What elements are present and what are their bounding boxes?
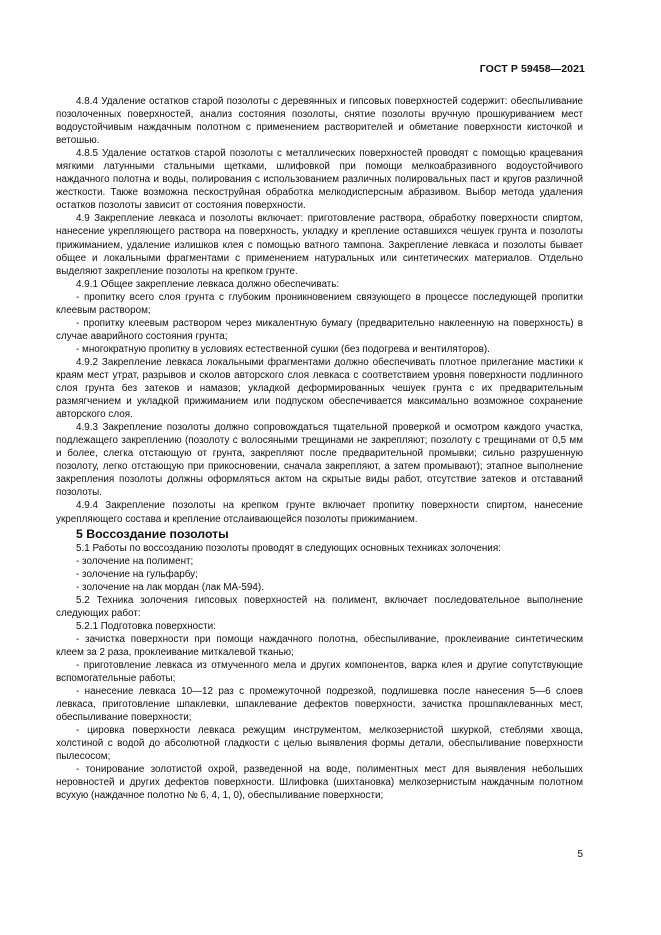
list-item: - золочение на гульфарбу;	[76, 568, 198, 580]
paragraph-4-9-4: 4.9.4 Закрепление позолоты на крепком грунте включает пропитку поверхности спиртом, нанесение укрепляющего состава и крепление отслаивающейся позолоты прижиманием.	[56, 500, 583, 525]
list-item: - пропитку клеевым раствором через микалентную бумагу (предварительно наклеенную на поверхность) в случае аварийного состояния грунта;	[56, 317, 583, 342]
paragraph-4-9-3: 4.9.3 Закрепление позолоты должно сопровождаться тщательной проверкой и осмотром каждого участка, подлежащего закреплению (позолоту с волосяными трещинами не закрепляют; позолоту с трещинами от 0,5 мм и более, слегка отстающую от грунта, закрепляют после предварительной промывки; сильно разрушенную позолоту, легко отстающую при прикосновении, сначала закрепляют, а затем промывают); этапное выполнение закрепления позолоты должны оформляться актом на скрытые виды работ, отсутствие затеков и отставаний позолоты.	[56, 422, 583, 499]
document-body	[56, 95, 583, 802]
paragraph-4-8-4: 4.8.4 Удаление остатков старой позолоты с деревянных и гипсовых поверхностей содержит: обеспыливание позолоченных поверхностей, анализ состояния позолоты, снятие позолоты вручную прошкуриванием мест водоустойчивым наждачным полотном с применением растворителей и обметание поверхности кисточкой и ветошью.	[56, 96, 583, 147]
list-item: - цировка поверхности левкаса режущим инструментом, мелкозернистой шкуркой, стеблями хвоща, холстиной с водой до абсолютной гладкости с целью выявления формы детали, обеспыливание поверхности пылесосом;	[56, 725, 583, 763]
list-item: - нанесение левкаса 10—12 раз с промежуточной подрезкой, подлишевка после нанесения 5—6 слоев левкаса, приготовление шпаклевки, шпаклевание дефектов поверхности, зачистка прошпаклеванных мест, обеспыливание поверхности;	[56, 686, 583, 724]
paragraph-4-9-2: 4.9.2 Закрепление левкаса локальными фрагментами должно обеспечивать плотное прилегание мастики к краям мест утрат, разрывов и сколов авторского слоя левкаса с соответствием уровня поверхности подлинного слоя грунта без затеков и намазов; укладкой деформированных чешуек грунта с их предварительным размягчением и укладкой прижиманием или подпуском обеспечивается максимально возможное сохранение авторского слоя.	[56, 356, 583, 421]
list-item: - пропитку всего слоя грунта с глубоким проникновением связующего в процессе последующей пропитки клеевым раствором;	[56, 291, 583, 316]
standard-code-header: ГОСТ Р 59458—2021	[479, 63, 585, 75]
list-item: - золочение на лак мордан (лак МА-594).	[76, 581, 264, 593]
paragraph-5-2-1: 5.2.1 Подготовка поверхности:	[76, 620, 216, 632]
paragraph-4-9-1: 4.9.1 Общее закрепление левкаса должно обеспечивать:	[76, 278, 340, 290]
section-heading: 5 Воссоздание позолоты	[76, 526, 229, 541]
paragraph-5-1: 5.1 Работы по воссозданию позолоты проводят в следующих основных техниках золочения:	[76, 542, 501, 554]
list-item: - золочение на полимент;	[76, 555, 194, 567]
list-item: - многократную пропитку в условиях естественной сушки (без подогрева и вентиляторов).	[76, 343, 490, 355]
list-item: - тонирование золотистой охрой, разведенной на воде, полиментных мест для выявления небольших неровностей и других дефектов поверхности. Шлифовка (шихтановка) мелкозернистым наждачным полотном всухую (наждачное полотно № 6, 4, 1, 0), обеспыливание поверхности;	[56, 764, 583, 802]
paragraph-4-8-5: 4.8.5 Удаление остатков старой позолоты с металлических поверхностей проводят с помощью крацевания мягкими латунными стальными щетками, шлифовкой при помощи мелкоабразивного водоустойчивого наждачного полотна и воды, полирования с использованием различных полировальных паст и кругов различной жесткости. Также возможна пескоструйная обработка мелкодисперсным абразивом. Выбор метода удаления остатков позолоты зависит от состояния поверхности.	[56, 148, 583, 212]
list-item: - приготовление левкаса из отмученного мела и других компонентов, варка клея и другие сопутствующие вспомогательные работы;	[56, 659, 583, 685]
list-item: - зачистка поверхности при помощи наждачного полотна, обеспыливание, проклеивание синтетическим клеем за 2 раза, проклеивание миткалевой тканью;	[56, 633, 583, 658]
paragraph-4-9: 4.9 Закрепление левкаса и позолоты включает: приготовление раствора, обработку поверхности спиртом, нанесение укрепляющего раствора на поверхность, укладку и крепление оставшихся чешуек грунта и позолоты прижиманием, удаление излишков клея с помощью ватного тампона. Закрепление левкаса и позолоты бывает общее и локальными фрагментами с применением натуральных или синтетических материалов. Отдельно выделяют закрепление позолоты на крепком грунте.	[56, 213, 583, 277]
page-number: 5	[577, 849, 583, 860]
paragraph-5-2: 5.2 Техника золочения гипсовых поверхностей на полимент, включает последовательное выполнение следующих работ:	[56, 594, 583, 619]
